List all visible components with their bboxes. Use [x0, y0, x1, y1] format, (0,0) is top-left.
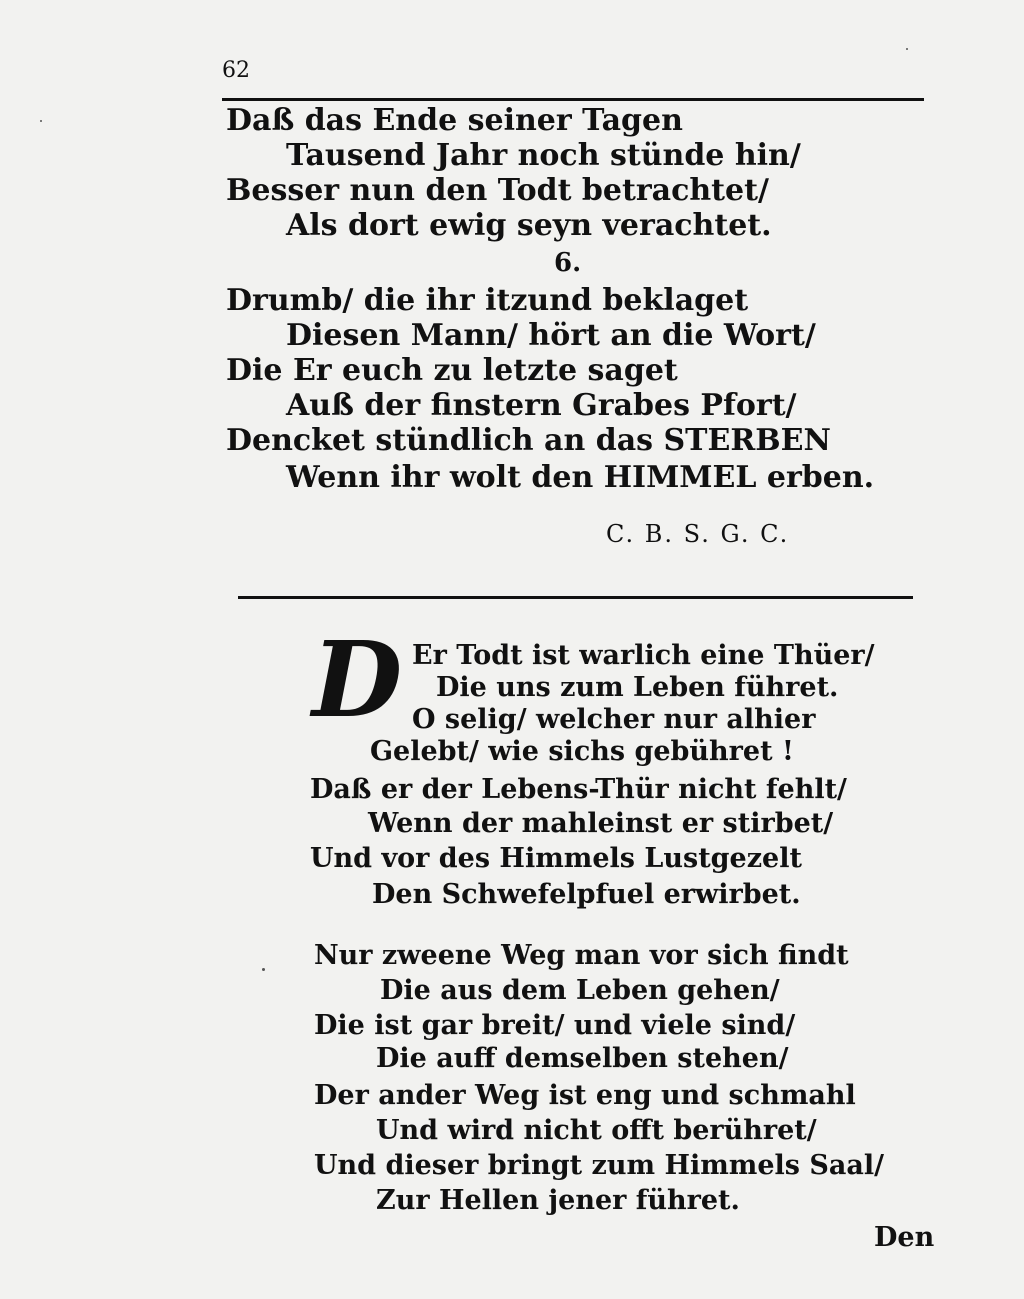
stanza-number: 6.	[554, 248, 582, 278]
verse-line: Wenn der mahleinst er stirbet/	[368, 808, 834, 839]
verse-line: Die auff demselben stehen/	[376, 1043, 789, 1074]
author-initials: C. B. S. G. C.	[606, 520, 790, 548]
verse-line: Dencket stündlich an das STERBEN	[226, 423, 831, 458]
verse-line: Die uns zum Leben führet.	[436, 672, 839, 703]
verse-line: Die ist gar breit/ und viele sind/	[314, 1010, 796, 1041]
verse-line: Den Schwefelpfuel erwirbet.	[372, 879, 801, 910]
verse-line: Tausend Jahr noch stünde hin/	[286, 138, 801, 173]
verse-line: Er Todt ist warlich eine Thüer/	[412, 640, 875, 671]
verse-line: Und wird nicht offt berühret/	[376, 1115, 817, 1146]
verse-line: Der ander Weg ist eng und schmahl	[314, 1080, 856, 1111]
verse-line: O selig/ welcher nur alhier	[412, 704, 816, 735]
verse-line: Als dort ewig seyn verachtet.	[286, 208, 772, 243]
verse-line: Daß das Ende seiner Tagen	[226, 103, 683, 138]
verse-line: Die Er euch zu letzte saget	[226, 353, 678, 388]
section-rule	[238, 596, 913, 599]
verse-line: Nur zweene Weg man vor sich findt	[314, 940, 849, 971]
verse-line: Zur Hellen jener führet.	[376, 1185, 740, 1216]
verse-line: Die aus dem Leben gehen/	[380, 975, 780, 1006]
verse-line: Auß der finstern Grabes Pfort/	[286, 388, 797, 423]
verse-line: Drumb/ die ihr itzund beklaget	[226, 283, 749, 318]
verse-line: Diesen Mann/ hört an die Wort/	[286, 318, 816, 353]
scan-speck	[906, 48, 908, 50]
verse-line: Wenn ihr wolt den HIMMEL erben.	[286, 460, 875, 495]
verse-line: Und vor des Himmels Lustgezelt	[310, 843, 802, 874]
scan-speck	[40, 120, 42, 122]
catchword: Den	[874, 1222, 935, 1253]
verse-line: Daß er der Lebens-Thür nicht fehlt/	[310, 774, 847, 805]
verse-line: Besser nun den Todt betrachtet/	[226, 173, 769, 208]
verse-line: Gelebt/ wie sichs gebühret !	[370, 736, 794, 767]
scan-speck	[262, 968, 265, 971]
ornamental-drop-cap: D	[312, 618, 403, 741]
page-number: 62	[222, 58, 250, 83]
top-rule	[222, 98, 924, 101]
verse-line: Und dieser bringt zum Himmels Saal/	[314, 1150, 884, 1181]
